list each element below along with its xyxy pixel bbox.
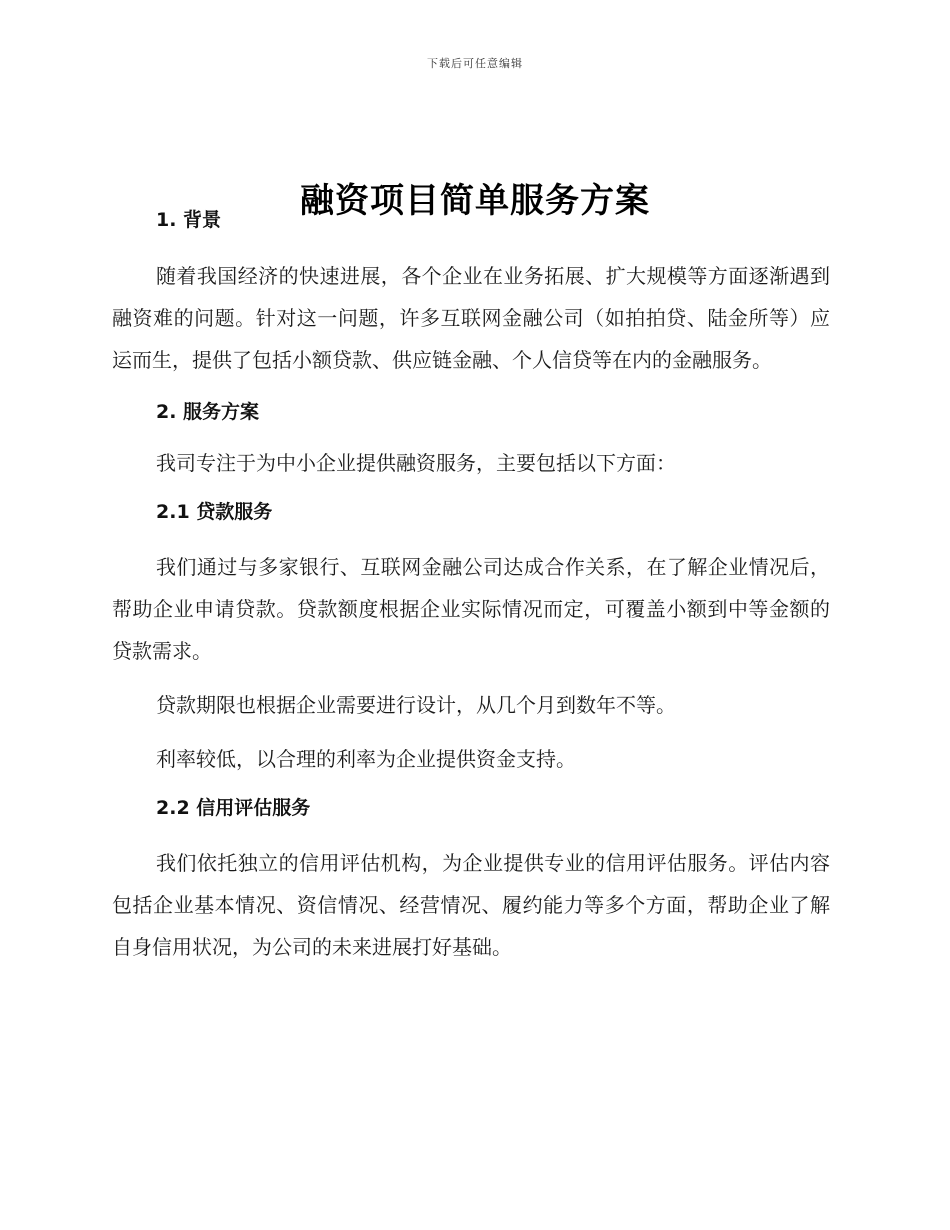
- section-heading-credit-assessment: 2.2 信用评估服务: [156, 797, 311, 819]
- paragraph-service-intro: 我司专注于为中小企业提供融资服务，主要包括以下方面：: [156, 451, 676, 475]
- paragraph-loan-service: 我们通过与多家银行、互联网金融公司达成合作关系，在了解企业情况后，帮助企业申请贷款。贷款额度根据企业实际情况而定，可覆盖小额到中等金额的贷款需求。: [112, 555, 830, 663]
- section-heading-service-plan: 2. 服务方案: [156, 401, 260, 423]
- paragraph-interest-rate: 利率较低，以合理的利率为企业提供资金支持。: [156, 747, 576, 771]
- section-heading-background: 1. 背景: [156, 209, 222, 231]
- paragraph-loan-term: 贷款期限也根据企业需要进行设计，从几个月到数年不等。: [156, 693, 676, 717]
- document-body: [112, 205, 830, 968]
- header-note: 下载后可任意编辑: [427, 57, 523, 70]
- paragraph-background: 随着我国经济的快速进展，各个企业在业务拓展、扩大规模等方面逐渐遇到融资难的问题。针对这一问题，许多互联网金融公司（如拍拍贷、陆金所等）应运而生，提供了包括小额贷款、供应链金融、个人信贷等在内的金融服务。: [112, 264, 830, 372]
- document-title: 融资项目简单服务方案: [300, 180, 650, 221]
- paragraph-credit-assessment: 我们依托独立的信用评估机构，为企业提供专业的信用评估服务。评估内容包括企业基本情况、资信情况、经营情况、履约能力等多个方面，帮助企业了解自身信用状况，为公司的未来进展打好基础。: [112, 851, 830, 959]
- section-heading-loan-service: 2.1 贷款服务: [156, 501, 273, 523]
